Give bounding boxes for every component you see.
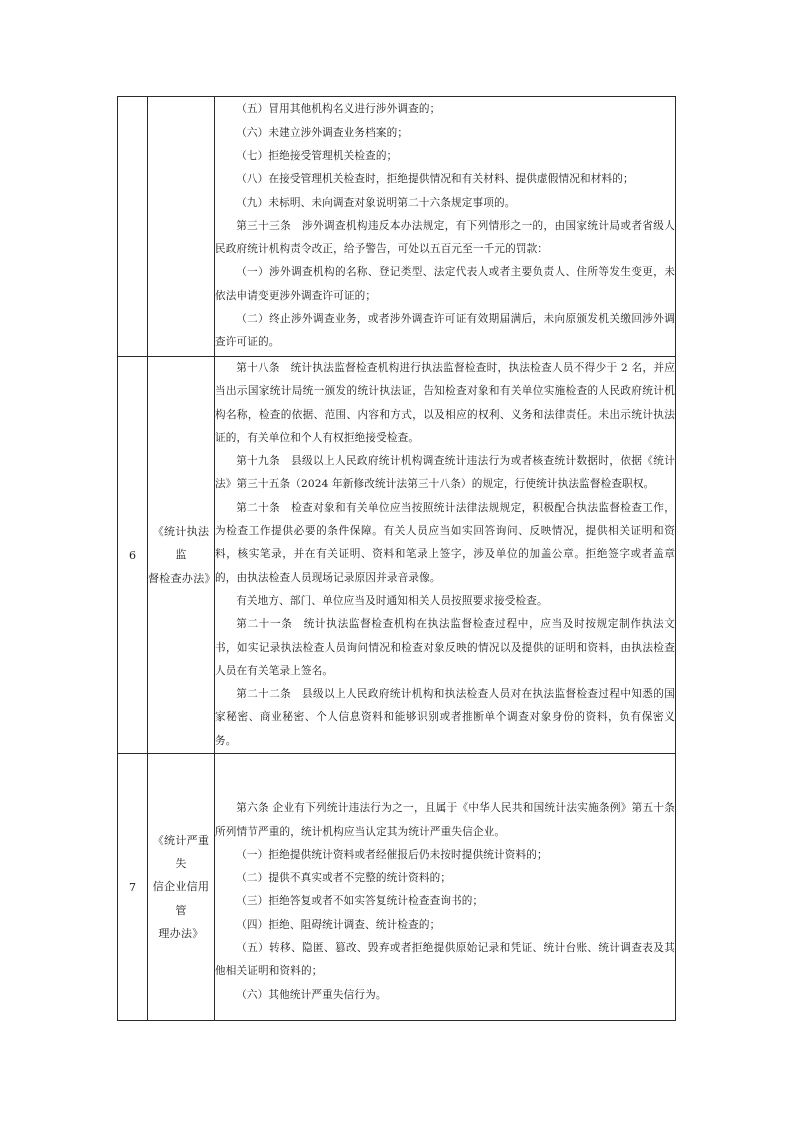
clause-paragraph: （三）拒绝答复或者不如实答复统计检查查询书的； — [236, 895, 484, 908]
clause-paragraph: （六）未建立涉外调查业务档案的； — [236, 126, 409, 139]
row-number-cell: 7 — [118, 754, 148, 1021]
clause-paragraph: （五）冒用其他机构名义进行涉外调查的； — [236, 103, 441, 116]
article-paragraph: 第十八条 统计执法监督检查机构进行执法监督检查时，执法检查人员不得少于 2 名，并应当出示国家统计局统一颁发的统计执法证，告知检查对象和有关单位实施检查的人民政府统计机构名称，检查的依据、范围、内容和方式，以及相应的权利、义务和法律责任。未出示统计执法证的，有关单位和个人有权拒绝接受检查。 — [215, 362, 675, 444]
clause-paragraph: （一）拒绝提供统计资料或者经催报后仍未按时提供统计资料的； — [236, 848, 548, 861]
regulation-content-cell — [215, 97, 676, 357]
row-number-cell — [118, 97, 148, 357]
clause-paragraph: （九）未标明、未向调查对象说明第二十六条规定事项的。 — [236, 196, 516, 209]
clause-paragraph: （八）在接受管理机关检查时，拒绝提供情况和有关材料、提供虚假情况和材料的； — [236, 173, 634, 186]
regulation-name-line: 《统计严重失 — [152, 833, 210, 871]
article-paragraph: 第十九条 县级以上人民政府统计机构调查统计违法行为或者核查统计数据时，依据《统计法》第三十五条（2024 年新修改统计法第三十八条）的规定，行使统计执法监督检查职权。 — [215, 455, 675, 491]
article-paragraph: 第六条 企业有下列统计违法行为之一，且属于《中华人民共和国统计法实施条例》第五十条所列情节严重的，统计机构应当认定其为统计严重失信企业。 — [215, 802, 675, 838]
clause-paragraph: （七）拒绝接受管理机关检查的； — [236, 149, 398, 162]
clause-paragraph: （二）提供不真实或者不完整的统计资料的； — [236, 872, 452, 885]
regulation-name-cell — [148, 97, 215, 357]
regulation-content-cell — [215, 357, 676, 754]
article-paragraph: 第二十二条 县级以上人民政府统计机构和执法检查人员对在执法监督检查过程中知悉的国家秘密、商业秘密、个人信息资料和能够识别或者推断单个调查对象身份的资料，负有保密义务。 — [215, 688, 675, 747]
row-number-cell: 6 — [118, 357, 148, 754]
article-paragraph: 第三十三条 涉外调查机构违反本办法规定，有下列情形之一的，由国家统计局或者省级人民政府统计机构责令改正，给予警告，可处以五百元至一千元的罚款： — [215, 219, 675, 256]
table-row — [118, 97, 676, 357]
regulation-name-line: 理办法》 — [158, 926, 204, 940]
article-paragraph: 有关地方、部门、单位应当及时通知相关人员按照要求接受检查。 — [236, 594, 548, 607]
article-paragraph: 第二十条 检查对象和有关单位应当按照统计法律法规规定，积极配合执法监督检查工作，为检查工作提供必要的条件保障。有关人员应当如实回答询问、反映情况，提供相关证明和资料，核实笔录，并在有关证明、资料和笔录上签字，涉及单位的加盖公章。拒绝签字或者盖章的，由执法检查人员现场记录原因并录音录像。 — [215, 501, 675, 584]
regulation-name-line: 督检查办法》 — [148, 571, 216, 585]
regulations-table — [117, 96, 676, 1021]
regulation-name-cell — [148, 754, 215, 1021]
table-row — [118, 754, 676, 1021]
clause-paragraph: （六）其他统计严重失信行为。 — [236, 988, 387, 1001]
clause-paragraph: （二）终止涉外调查业务，或者涉外调查许可证有效期届满后，未向原颁发机关缴回涉外调查许可证的。 — [215, 313, 675, 349]
regulation-name-cell — [148, 357, 215, 754]
table-row — [118, 357, 676, 754]
clause-paragraph: （一）涉外调查机构的名称、登记类型、法定代表人或者主要负责人、住所等发生变更，未依法申请变更涉外调查许可证的； — [215, 266, 675, 302]
regulation-name-line: 信企业信用管 — [152, 880, 210, 917]
regulation-name-line: 《统计执法监 — [152, 525, 210, 562]
clause-paragraph: （四）拒绝、阻碍统计调查、统计检查的； — [236, 918, 441, 931]
clause-paragraph: （五）转移、隐匿、篡改、毁弃或者拒绝提供原始记录和凭证、统计台账、统计调查表及其他相关证明和资料的； — [215, 941, 675, 978]
article-paragraph: 第二十一条 统计执法监督检查机构在执法监督检查过程中，应当及时按规定制作执法文书，如实记录执法检查人员询问情况和检查对象反映的情况以及提供的证明和资料，由执法检查人员在有关笔录上签名。 — [215, 618, 675, 677]
regulation-content-cell — [215, 754, 676, 1021]
